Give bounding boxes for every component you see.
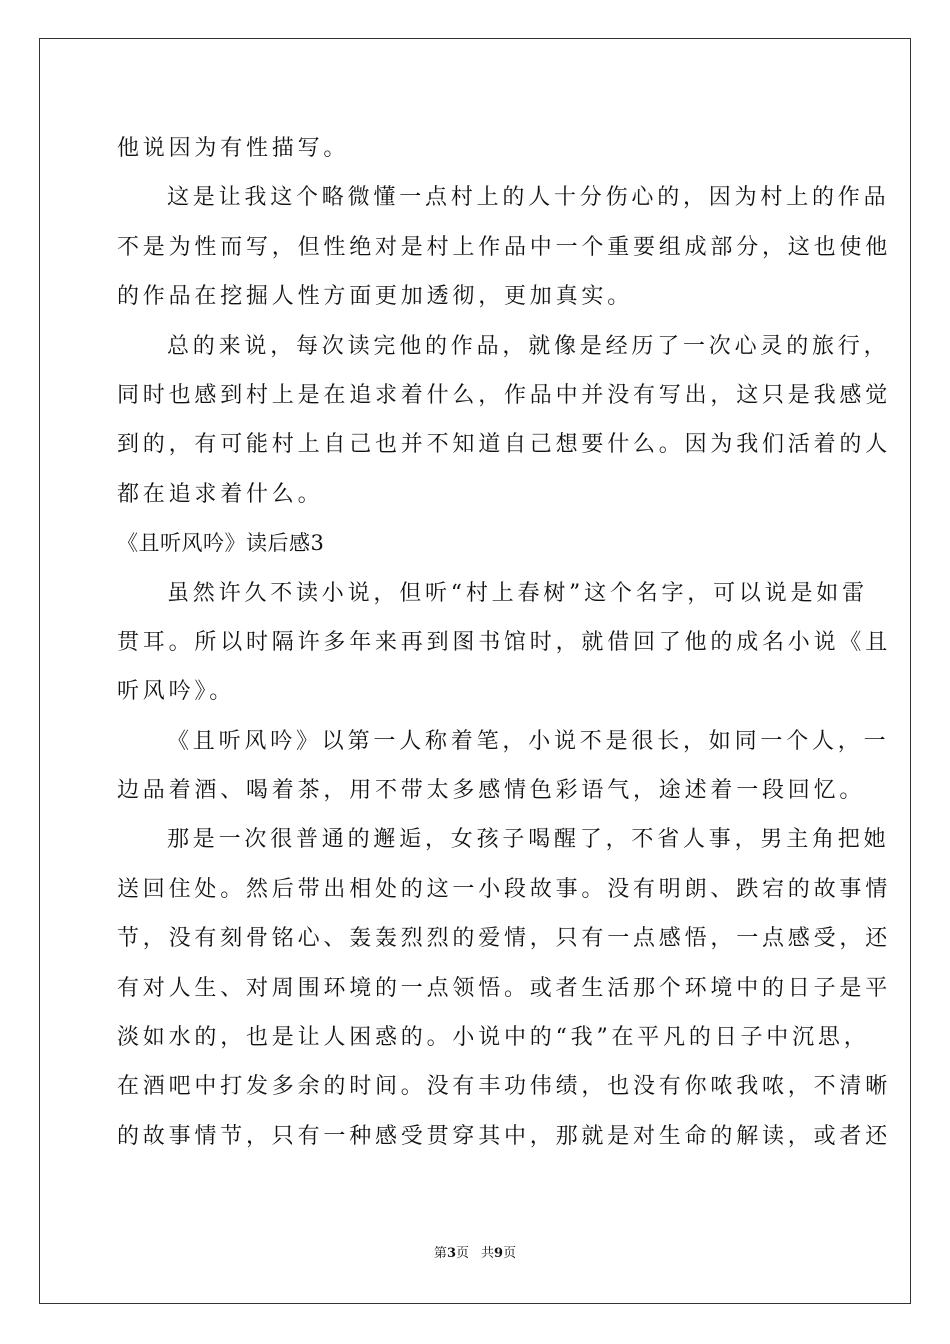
text-line: 边品着酒、喝着茶，用不带太多感情色彩语气，途述着一段回忆。: [117, 778, 866, 804]
text-line: 不是为性而写，但性绝对是村上作品中一个重要组成部分，这也使他: [117, 234, 892, 260]
text-line: 《且听风吟》以第一人称着笔，小说不是很长，如同一个人，一: [167, 728, 890, 754]
text-line: 贯耳。所以时隔许多年来再到图书馆时，就借回了他的成名小说《且: [117, 629, 892, 655]
section-heading: 《且听风吟》读后感3: [117, 531, 325, 556]
document-body: [117, 124, 892, 1161]
text-line: 这是让我这个略微懂一点村上的人十分伤心的，因为村上的作品: [167, 185, 890, 211]
page-footer: [0, 1245, 950, 1263]
page-number: 3: [446, 1246, 456, 1261]
text-line: 都在追求着什么。: [117, 481, 324, 507]
text-line: 总的来说，每次读完他的作品，就像是经历了一次心灵的旅行，: [167, 333, 890, 359]
text-line: 节，没有刻骨铭心、轰轰烈烈的爱情，只有一点感悟，一点感受，还: [117, 926, 892, 952]
text-line: 送回住处。然后带出相处的这一小段故事。没有明朗、跌宕的故事情: [117, 876, 892, 902]
page-total-prefix: 共: [481, 1246, 495, 1261]
text-line: 有对人生、对周围环境的一点领悟。或者生活那个环境中的日子是平: [117, 975, 892, 1001]
text-line: 听风吟》。: [117, 679, 236, 705]
text-line: 他说因为有性描写。: [117, 136, 350, 161]
page-total-suffix: 页: [503, 1246, 517, 1261]
page-number-suffix: 页: [455, 1246, 469, 1261]
page-number-prefix: 第: [433, 1246, 447, 1261]
text-line: 的作品在挖掘人性方面更加透彻，更加真实。: [117, 284, 634, 310]
page-total: 9: [494, 1246, 504, 1261]
text-line: 到的，有可能村上自己也并不知道自己想要什么。因为我们活着的人: [117, 432, 892, 458]
text-line: 虽然许久不读小说，但听“村上春树”这个名字，可以说是如雷: [167, 580, 868, 606]
text-line: 在酒吧中打发多余的时间。没有丰功伟绩，也没有你哝我哝，不清晰: [117, 1074, 892, 1100]
text-line: 淡如水的，也是让人困惑的。小说中的“我”在平凡的日子中沉思，: [117, 1025, 870, 1051]
text-line: 那是一次很普通的邂逅，女孩子喝醒了，不省人事，男主角把她: [167, 827, 890, 853]
text-line: 的故事情节，只有一种感受贯穿其中，那就是对生命的解读，或者还: [117, 1123, 892, 1149]
text-line: 同时也感到村上是在追求着什么，作品中并没有写出，这只是我感觉: [117, 382, 892, 408]
